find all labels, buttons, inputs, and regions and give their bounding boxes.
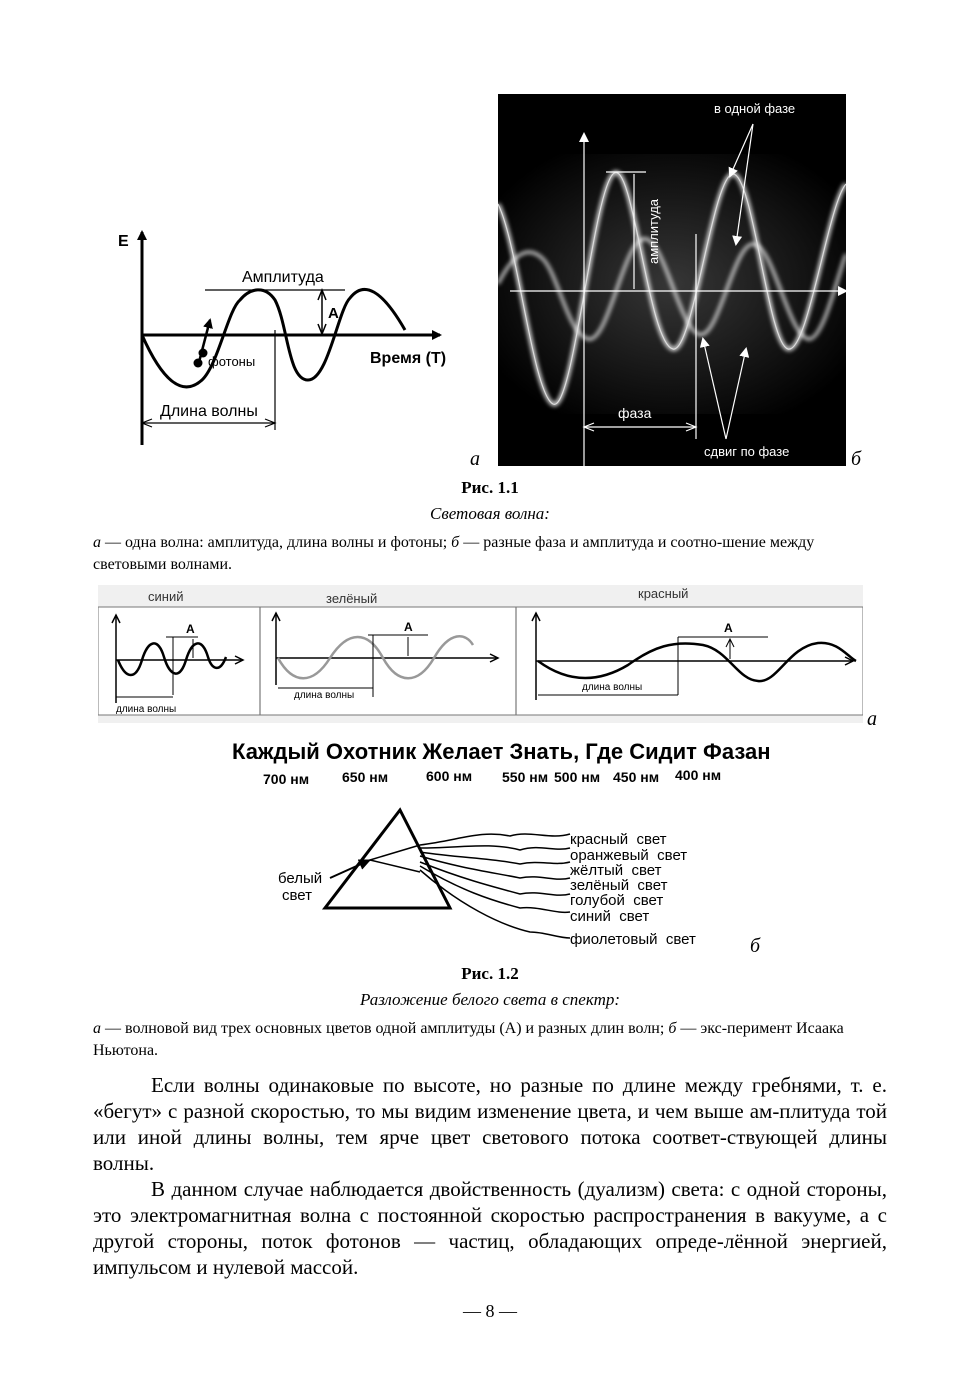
spectrum-light-blue: голубой свет xyxy=(570,892,664,909)
panel-red-a: А xyxy=(724,621,733,635)
wavelength-650: 650 нм xyxy=(342,769,389,785)
wavelength-label: Длина волны xyxy=(160,403,258,420)
fig2-b-prism-diagram xyxy=(230,760,750,960)
amplitude-vertical-label: амплитуда xyxy=(646,198,661,264)
photon-dot xyxy=(194,359,203,368)
fig1-caption: а — одна волна: амплитуда, длина волны и фотоны; б — разные фаза и амплитуда и соотно-шение между световыми волнами. xyxy=(93,534,815,573)
white-light-label-1: белый xyxy=(278,870,323,887)
panel-blue-a: А xyxy=(186,622,195,636)
fig2-caption: а — волновой вид трех основных цветов одной амплитуды (А) и разных длин волн; б — экс-перимент Исаака Ньютона. xyxy=(93,1020,844,1059)
spectrum-red: красный свет xyxy=(570,831,667,848)
wavelength-500: 500 нм xyxy=(554,769,601,785)
body-paragraph-1: Если волны одинаковые по высоте, но разные по длине между гребнями, т. е. «бегут» с разной скоростью, то мы видим изменение цвета, и чем выше ам-плитуда той или иной длины волны, тем ярче цвет светового потока соответ-ствующей длины волны. xyxy=(93,1073,887,1175)
panel-blue-wavelength: длина волны xyxy=(116,704,177,715)
fig1-letter-b: б xyxy=(851,448,862,470)
fig2-subtitle: Разложение белого света в спектр: xyxy=(359,990,621,1009)
wavelength-450: 450 нм xyxy=(613,769,660,785)
white-light-label-2: свет xyxy=(282,887,313,904)
a-label: А xyxy=(328,305,339,322)
fig2-a-three-colors xyxy=(98,585,863,723)
wavelength-600: 600 нм xyxy=(426,768,473,784)
amplitude-label: Амплитуда xyxy=(242,269,324,286)
spectrum-orange: оранжевый свет xyxy=(570,847,688,864)
panel-red-label: красный xyxy=(638,586,689,601)
spectrum-yellow: жёлтый свет xyxy=(570,862,662,879)
sine-wave xyxy=(142,289,405,387)
wavelength-550: 550 нм xyxy=(502,769,549,785)
panel-blue-label: синий xyxy=(148,589,184,604)
spectrum-green: зелёный свет xyxy=(570,877,668,894)
in-phase-label: в одной фазе xyxy=(714,101,796,116)
phase-shift-label: сдвиг по фазе xyxy=(704,444,790,459)
e-axis-label: E xyxy=(118,233,129,250)
fig2-letter-b: б xyxy=(750,935,761,957)
mnemonic: Каждый Охотник Желает Знать, Где Сидит Фазан xyxy=(232,739,771,764)
time-axis-label: Время (Т) xyxy=(370,350,447,367)
wavelength-700: 700 нм xyxy=(263,771,310,787)
phase-label: фаза xyxy=(618,405,652,421)
body-paragraph-2: В данном случае наблюдается двойственность (дуализм) света: с одной стороны, это электромагнитная волна с постоянной скоростью распространения в вакууме, а с другой стороны, поток фотонов — частиц, обладающих опреде-лённой энергией, импульсом и нулевой массой. xyxy=(93,1177,887,1279)
photons-label: фотоны xyxy=(208,354,256,369)
panel-green-wavelength: длина волны xyxy=(294,690,355,701)
panel-red-wavelength: длина волны xyxy=(582,682,643,693)
fig1-title: Рис. 1.1 xyxy=(461,478,519,497)
fig1-a-wave-diagram xyxy=(100,220,460,455)
fig1-letter-a: а xyxy=(470,448,480,470)
fig1-subtitle: Световая волна: xyxy=(430,504,550,523)
panel-green-a: А xyxy=(404,620,413,634)
wavelength-400: 400 нм xyxy=(675,767,722,783)
fig1-b-phase-diagram xyxy=(498,94,846,466)
spectrum-blue: синий свет xyxy=(570,908,650,925)
panel-green-label: зелёный xyxy=(326,591,378,606)
fig2-letter-a: а xyxy=(867,708,877,730)
photon-dot xyxy=(199,349,208,358)
page-number: — 8 — xyxy=(463,1301,517,1321)
spectrum-violet: фиолетовый свет xyxy=(570,931,696,948)
fig2-title: Рис. 1.2 xyxy=(461,964,519,983)
